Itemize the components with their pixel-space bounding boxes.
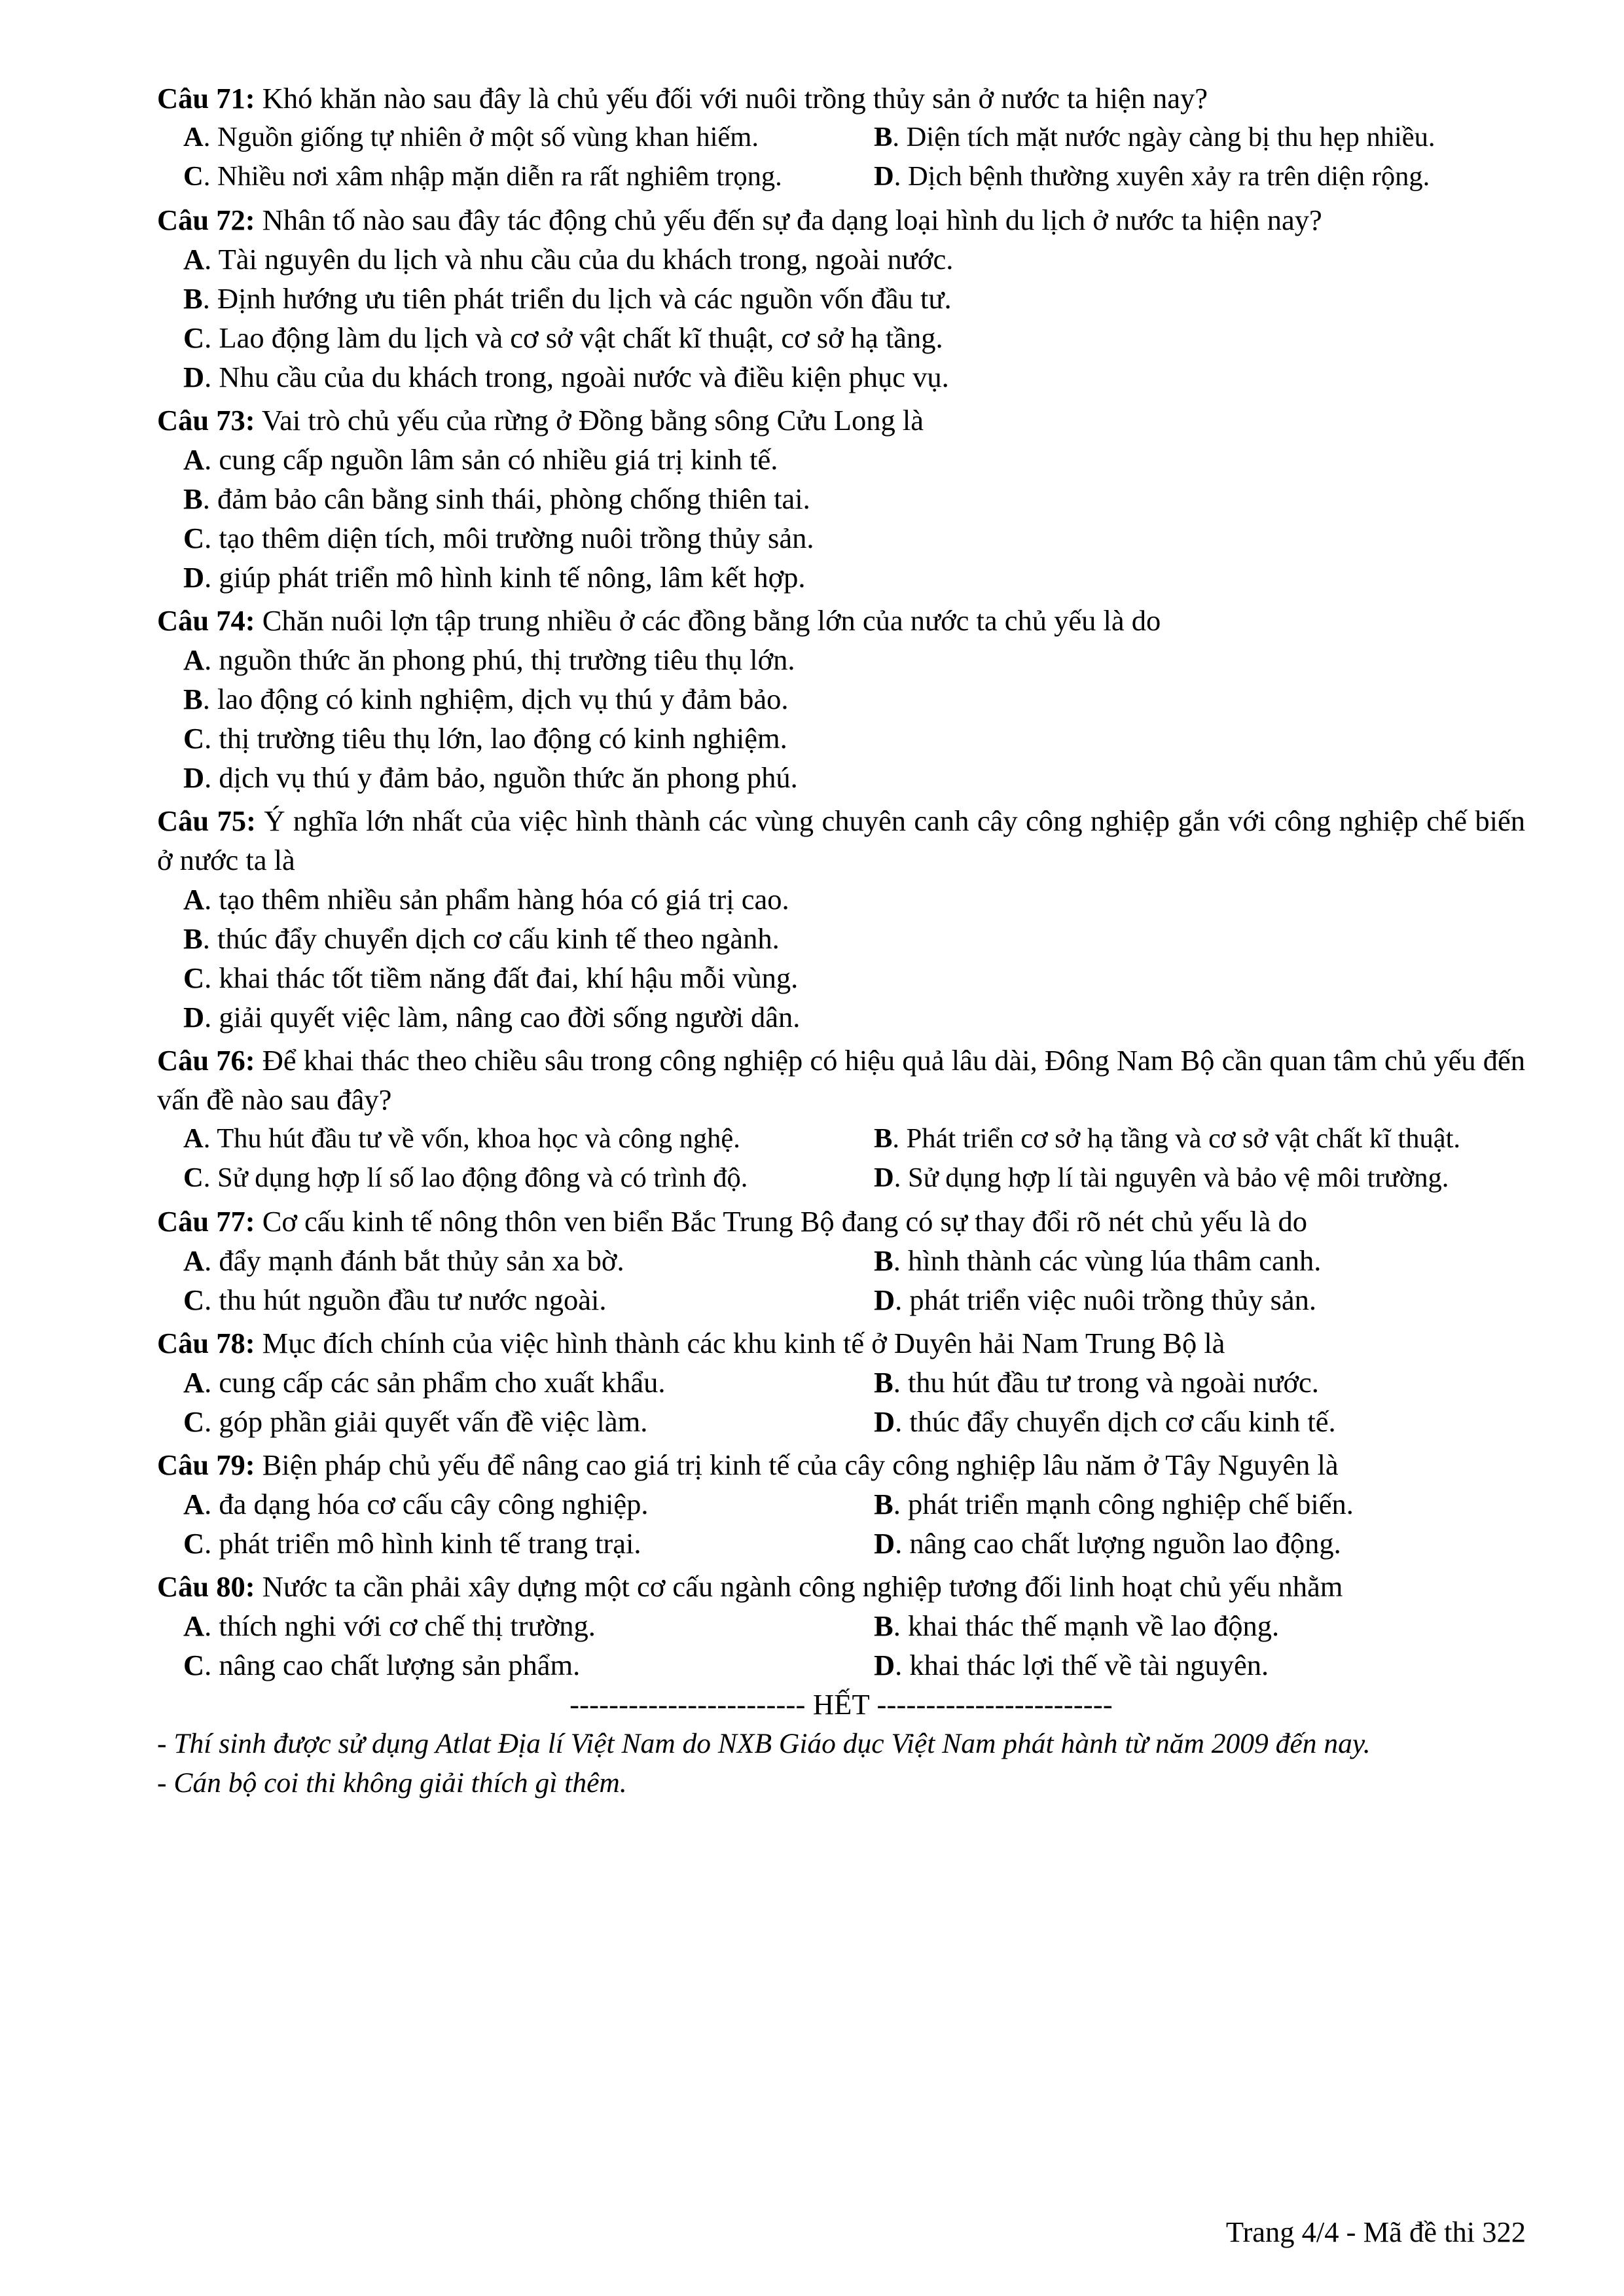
question-71 [157,79,1525,196]
question-stem [157,1567,1525,1606]
option-c: C. thị trường tiêu thụ lớn, lao động có kinh nghiệm. [183,722,787,755]
option-a: A. Tài nguyên du lịch và nhu cầu của du khách trong, ngoài nước. [183,243,954,276]
options [157,1119,1525,1198]
question-text: Để khai thác theo chiều sâu trong công nghiệp có hiệu quả lâu dài, Đông Nam Bộ cần quan tâm chủ yếu đến vấn đề nào sau đây? [157,1044,1525,1116]
question-label: Câu 79: [157,1448,255,1481]
question-stem [157,1323,1525,1363]
option-d: D. dịch vụ thú y đảm bảo, nguồn thức ăn phong phú. [183,761,798,794]
option-b: B. phát triển mạnh công nghiệp chế biến. [874,1488,1354,1520]
option-c: C. tạo thêm diện tích, môi trường nuôi trồng thủy sản. [183,522,814,554]
option-d: D. phát triển việc nuôi trồng thủy sản. [874,1283,1317,1316]
question-label: Câu 72: [157,204,255,236]
notes [157,1724,1525,1803]
question-text: Chăn nuôi lợn tập trung nhiều ở các đồng bằng lớn của nước ta chủ yếu là do [262,604,1161,637]
question-label: Câu 77: [157,1205,255,1238]
option-b: B. lao động có kinh nghiệm, dịch vụ thú y đảm bảo. [183,683,789,715]
option-a: A. cung cấp nguồn lâm sản có nhiều giá trị kinh tế. [183,443,778,476]
option-d: D. giúp phát triển mô hình kinh tế nông, lâm kết hợp. [183,561,806,594]
question-stem [157,601,1525,640]
option-d: D. khai thác lợi thế về tài nguyên. [874,1649,1269,1681]
options [157,1484,1525,1563]
option-d: D. giải quyết việc làm, nâng cao đời sống người dân. [183,1001,801,1033]
option-a: A. thích nghi với cơ chế thị trường. [183,1609,596,1642]
question-text: Ý nghĩa lớn nhất của việc hình thành các vùng chuyên canh cây công nghiệp gắn với công nghiệp chế biến ở nước ta là [157,804,1525,876]
question-text: Vai trò chủ yếu của rừng ở Đồng bằng sông Cửu Long là [261,404,924,437]
question-stem [157,801,1525,880]
question-text: Khó khăn nào sau đây là chủ yếu đối với nuôi trồng thủy sản ở nước ta hiện nay? [262,82,1208,115]
question-80 [157,1567,1525,1685]
question-text: Cơ cấu kinh tế nông thôn ven biển Bắc Trung Bộ đang có sự thay đổi rõ nét chủ yếu là do [262,1205,1307,1238]
option-a: A. Nguồn giống tự nhiên ở một số vùng khan hiếm. [183,122,759,152]
question-label: Câu 73: [157,404,255,437]
option-c: C. thu hút nguồn đầu tư nước ngoài. [183,1283,607,1316]
option-b: B. Phát triển cơ sở hạ tầng và cơ sở vật chất kĩ thuật. [874,1123,1461,1154]
question-75 [157,801,1525,1037]
question-text: Nước ta cần phải xây dựng một cơ cấu ngành công nghiệp tương đối linh hoạt chủ yếu nhằm [262,1570,1343,1603]
option-b: B. đảm bảo cân bằng sinh thái, phòng chống thiên tai. [183,482,810,515]
option-a: A. cung cấp các sản phẩm cho xuất khẩu. [183,1366,666,1399]
options [157,1241,1525,1319]
option-a: A. đa dạng hóa cơ cấu cây công nghiệp. [183,1488,649,1520]
option-c: C. phát triển mô hình kinh tế trang trại. [183,1527,641,1560]
options [157,118,1525,196]
question-79 [157,1445,1525,1563]
question-label: Câu 76: [157,1044,255,1077]
option-d: D. thúc đẩy chuyển dịch cơ cấu kinh tế. [874,1405,1336,1438]
option-d: D. nâng cao chất lượng nguồn lao động. [874,1527,1341,1560]
end-marker: ------------------------ HẾT ------------------------ [569,1688,1113,1721]
question-label: Câu 74: [157,604,255,637]
question-stem [157,1445,1525,1484]
question-label: Câu 80: [157,1570,255,1603]
options [157,640,1525,797]
note-atlat: - Thí sinh được sử dụng Atlat Địa lí Việt Nam do NXB Giáo dục Việt Nam phát hành từ năm 2009 đến nay. [157,1728,1371,1759]
question-stem [157,1202,1525,1241]
question-78 [157,1323,1525,1441]
option-a: A. tạo thêm nhiều sản phẩm hàng hóa có giá trị cao. [183,883,789,916]
question-stem [157,1041,1525,1119]
question-stem [157,200,1525,240]
page-footer: Trang 4/4 - Mã đề thi 322 [1225,2215,1526,2248]
option-d: D. Sử dụng hợp lí tài nguyên và bảo vệ môi trường. [874,1162,1449,1193]
options [157,1363,1525,1441]
question-label: Câu 78: [157,1327,255,1359]
question-label: Câu 71: [157,82,255,115]
options [157,880,1525,1037]
question-76 [157,1041,1525,1198]
option-b: B. Diện tích mặt nước ngày càng bị thu hẹp nhiều. [874,122,1435,152]
note-proctor: - Cán bộ coi thi không giải thích gì thêm. [157,1767,627,1799]
option-c: C. Sử dụng hợp lí số lao động đông và có trình độ. [183,1162,748,1193]
option-d: D. Nhu cầu của du khách trong, ngoài nước và điều kiện phục vụ. [183,361,949,393]
question-72 [157,200,1525,397]
option-c: C. Nhiều nơi xâm nhập mặn diễn ra rất nghiêm trọng. [183,161,782,192]
options [157,240,1525,397]
option-b: B. hình thành các vùng lúa thâm canh. [874,1244,1322,1277]
question-77 [157,1202,1525,1319]
option-b: B. thu hút đầu tư trong và ngoài nước. [874,1366,1319,1399]
options [157,440,1525,597]
option-c: C. góp phần giải quyết vấn đề việc làm. [183,1405,648,1438]
question-text: Biện pháp chủ yếu để nâng cao giá trị kinh tế của cây công nghiệp lâu năm ở Tây Nguyên là [262,1448,1339,1481]
exam-page-body [157,79,1525,1803]
question-stem [157,401,1525,440]
option-a: A. nguồn thức ăn phong phú, thị trường tiêu thụ lớn. [183,643,795,676]
option-a: A. Thu hút đầu tư về vốn, khoa học và công nghệ. [183,1123,740,1154]
question-stem [157,79,1525,118]
option-b: B. Định hướng ưu tiên phát triển du lịch và các nguồn vốn đầu tư. [183,282,952,315]
option-b: B. thúc đẩy chuyển dịch cơ cấu kinh tế theo ngành. [183,922,780,955]
options [157,1606,1525,1685]
option-d: D. Dịch bệnh thường xuyên xảy ra trên diện rộng. [874,161,1430,192]
question-73 [157,401,1525,597]
question-74 [157,601,1525,797]
option-c: C. Lao động làm du lịch và cơ sở vật chất kĩ thuật, cơ sở hạ tầng. [183,321,943,354]
option-c: C. nâng cao chất lượng sản phẩm. [183,1649,581,1681]
question-text: Nhân tố nào sau đây tác động chủ yếu đến sự đa dạng loại hình du lịch ở nước ta hiện nay? [262,204,1322,236]
question-text: Mục đích chính của việc hình thành các khu kinh tế ở Duyên hải Nam Trung Bộ là [262,1327,1225,1359]
option-c: C. khai thác tốt tiềm năng đất đai, khí hậu mỗi vùng. [183,961,799,994]
option-a: A. đẩy mạnh đánh bắt thủy sản xa bờ. [183,1244,624,1277]
question-label: Câu 75: [157,804,256,837]
option-b: B. khai thác thế mạnh về lao động. [874,1609,1280,1642]
